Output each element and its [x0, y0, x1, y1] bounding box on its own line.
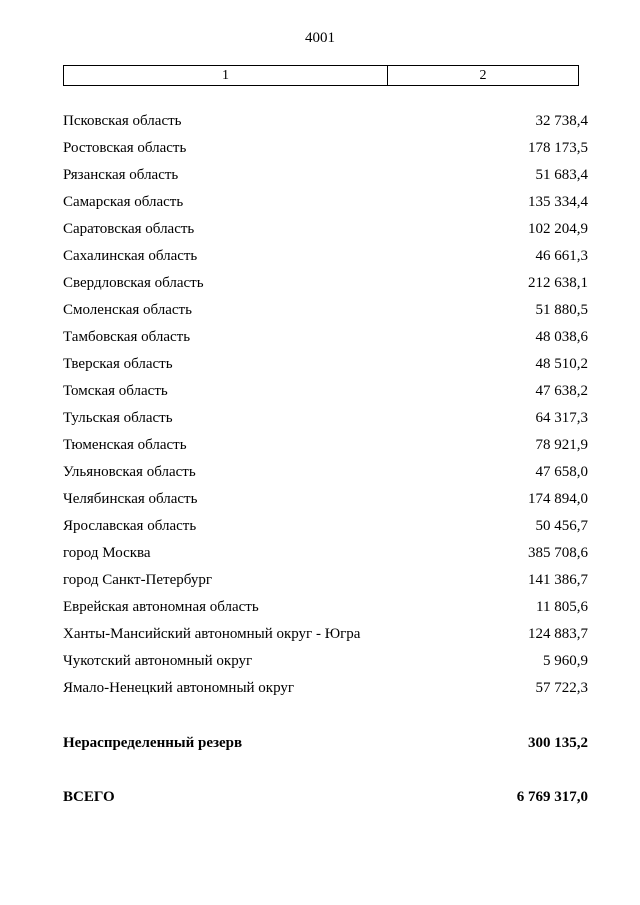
- region-name: Ульяновская область: [63, 464, 196, 480]
- region-value: 102 204,9: [528, 221, 588, 237]
- reserve-value: 300 135,2: [528, 734, 588, 751]
- region-value: 178 173,5: [528, 140, 588, 156]
- table-row: [63, 189, 588, 216]
- table-row: [63, 297, 588, 324]
- region-name: Тульская область: [63, 410, 173, 426]
- region-name: Сахалинская область: [63, 248, 198, 264]
- table-row: [63, 270, 588, 297]
- table-row: [63, 162, 588, 189]
- region-name: Челябинская область: [63, 491, 198, 507]
- table-row: [63, 648, 588, 675]
- region-name: Ярославская область: [63, 518, 197, 534]
- region-value: 124 883,7: [528, 626, 588, 642]
- reserve-row: [63, 731, 588, 755]
- table-row: [63, 567, 588, 594]
- region-list: [63, 108, 588, 702]
- table-row: [63, 486, 588, 513]
- region-name: Томская область: [63, 383, 168, 399]
- table-row: [63, 324, 588, 351]
- region-name: Самарская область: [63, 194, 184, 210]
- region-value: 135 334,4: [528, 194, 588, 210]
- table-row: [63, 405, 588, 432]
- table-row: [63, 540, 588, 567]
- region-name: Смоленская область: [63, 302, 192, 318]
- column-header-1: 1: [64, 66, 388, 85]
- page-number: 4001: [305, 30, 335, 46]
- region-name: Ростовская область: [63, 140, 187, 156]
- region-value: 5 960,9: [543, 653, 588, 669]
- region-name: Ямало-Ненецкий автономный округ: [63, 680, 295, 696]
- region-value: 32 738,4: [535, 113, 588, 129]
- table-row: [63, 594, 588, 621]
- total-row: [63, 785, 588, 809]
- table-row: [63, 675, 588, 702]
- table-row: [63, 216, 588, 243]
- region-name: город Москва: [63, 545, 151, 561]
- region-name: город Санкт-Петербург: [63, 572, 212, 588]
- table-row: [63, 513, 588, 540]
- column-header-table: [63, 65, 579, 86]
- region-name: Тюменская область: [63, 437, 187, 453]
- table-row: [63, 108, 588, 135]
- table-row: [63, 135, 588, 162]
- region-value: 48 510,2: [535, 356, 588, 372]
- region-name: Чукотский автономный округ: [63, 653, 253, 669]
- table-row: [63, 432, 588, 459]
- total-value: 6 769 317,0: [516, 788, 588, 805]
- region-name: Ханты-Мансийский автономный округ - Югра: [63, 626, 361, 642]
- region-value: 78 921,9: [535, 437, 588, 453]
- table-row: [63, 243, 588, 270]
- table-row: [63, 459, 588, 486]
- region-value: 48 038,6: [535, 329, 588, 345]
- region-name: Еврейская автономная область: [63, 599, 259, 615]
- region-value: 64 317,3: [535, 410, 588, 426]
- region-value: 57 722,3: [535, 680, 588, 696]
- region-value: 50 456,7: [535, 518, 588, 534]
- region-value: 141 386,7: [528, 572, 588, 588]
- region-value: 11 805,6: [536, 599, 588, 615]
- total-label: ВСЕГО: [63, 788, 115, 805]
- region-value: 212 638,1: [528, 275, 588, 291]
- region-value: 46 661,3: [535, 248, 588, 264]
- region-value: 385 708,6: [528, 545, 588, 561]
- table-row: [63, 378, 588, 405]
- table-row: [63, 351, 588, 378]
- reserve-label: Нераспределенный резерв: [63, 734, 243, 751]
- table-row: [63, 621, 588, 648]
- region-value: 51 683,4: [535, 167, 588, 183]
- region-value: 51 880,5: [535, 302, 588, 318]
- region-name: Саратовская область: [63, 221, 195, 237]
- region-name: Тверская область: [63, 356, 173, 372]
- region-name: Свердловская область: [63, 275, 204, 291]
- region-name: Тамбовская область: [63, 329, 191, 345]
- region-value: 47 658,0: [535, 464, 588, 480]
- region-name: Рязанская область: [63, 167, 179, 183]
- region-value: 174 894,0: [528, 491, 588, 507]
- region-name: Псковская область: [63, 113, 182, 129]
- region-value: 47 638,2: [535, 383, 588, 399]
- column-header-2: 2: [479, 67, 487, 83]
